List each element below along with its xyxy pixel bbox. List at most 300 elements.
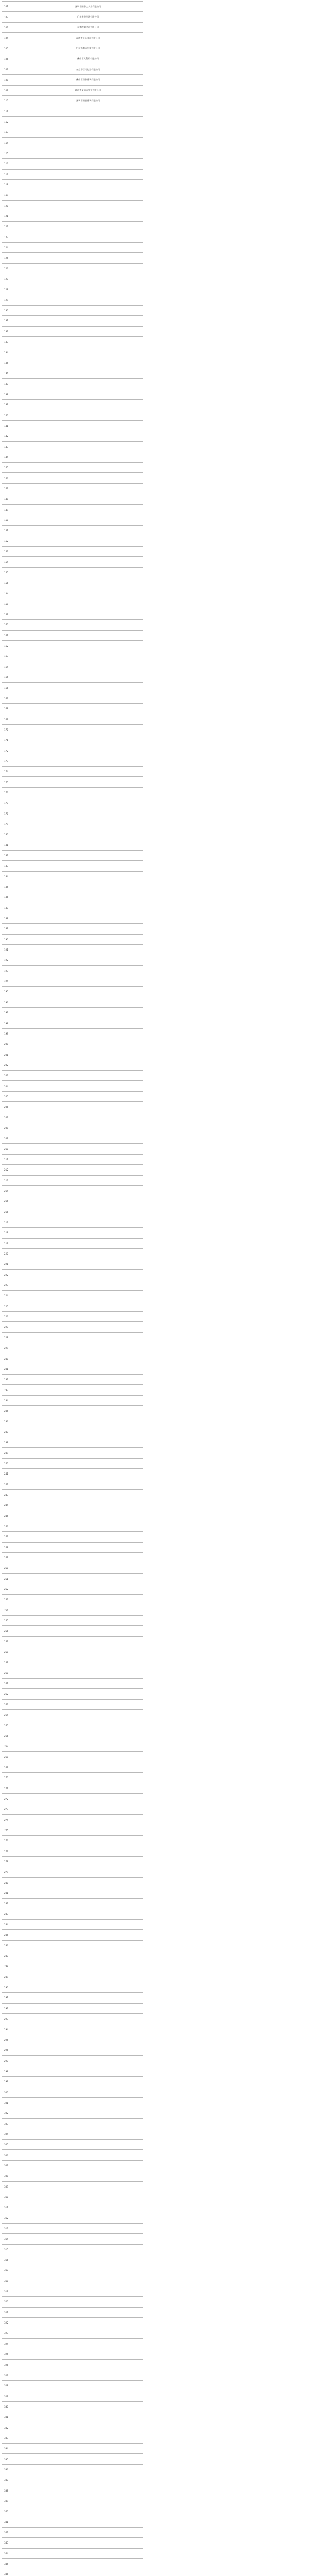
row-number: 323 [2,2328,33,2338]
table-row [2,2192,143,2202]
table-row [2,1112,143,1123]
row-number: 136 [2,368,33,379]
row-number: 204 [2,1081,33,1091]
table-row [2,243,143,253]
row-number: 244 [2,1500,33,1511]
table-row [2,1102,143,1112]
company-name [33,1301,143,1312]
row-number: 174 [2,767,33,777]
table-row [2,2014,143,2024]
company-name [33,148,143,159]
company-name [33,777,143,787]
table-row [2,410,143,420]
row-number: 205 [2,1092,33,1102]
company-name [33,1112,143,1123]
company-name [33,2004,143,2014]
company-name [33,1133,143,1144]
table-row [2,1228,143,1238]
row-number: 188 [2,913,33,924]
table-row [2,2339,143,2349]
table-row [2,2381,143,2391]
company-name [33,1322,143,1332]
table-row [2,2182,143,2192]
row-number: 167 [2,693,33,704]
row-number: 345 [2,2559,33,2569]
company-name [33,1762,143,1773]
company-name [33,851,143,861]
company-name [33,651,143,662]
company-name [33,1794,143,1804]
row-number: 231 [2,1364,33,1375]
company-name [33,735,143,745]
company-name: 深圳市恒隆建筑有限公司 [33,33,143,43]
company-name [33,913,143,924]
company-name [33,2360,143,2370]
company-name [33,2475,143,2485]
row-number: 223 [2,1280,33,1291]
company-name [33,1396,143,1406]
table-row [2,1249,143,1259]
table-row [2,892,143,903]
row-number: 313 [2,2224,33,2234]
company-name [33,2077,143,2087]
row-number: 104 [2,33,33,43]
table-row [2,306,143,316]
table-row [2,2202,143,2213]
company-name [33,924,143,934]
table-row [2,2433,143,2444]
row-number: 209 [2,1133,33,1144]
row-number: 241 [2,1469,33,1479]
row-number: 177 [2,798,33,808]
table-row [2,1668,143,1679]
table-row [2,1353,143,1364]
row-number: 173 [2,756,33,767]
row-number: 123 [2,232,33,243]
row-number: 141 [2,421,33,431]
row-number: 103 [2,23,33,33]
table-row [2,924,143,934]
row-number: 275 [2,1825,33,1836]
table-row [2,777,143,787]
row-number: 163 [2,651,33,662]
row-number: 119 [2,190,33,200]
row-number: 284 [2,1920,33,1930]
table-row [2,808,143,819]
row-number: 312 [2,2213,33,2224]
row-number: 162 [2,641,33,651]
company-name [33,170,143,180]
company-name [33,568,143,578]
table-row [2,170,143,180]
table-row [2,1060,143,1071]
row-number: 340 [2,2506,33,2517]
company-name [33,2559,143,2569]
table-row [2,2422,143,2433]
company-name [33,274,143,284]
company-name [33,2381,143,2391]
row-number: 217 [2,1217,33,1228]
row-number: 335 [2,2454,33,2464]
company-name [33,463,143,473]
company-name [33,1353,143,1364]
table-row [2,2087,143,2097]
row-number: 300 [2,2087,33,2097]
company-name: 深圳市国泰达实业有限公司 [33,2,143,12]
table-row [2,1018,143,1028]
table-row [2,2297,143,2307]
table-row [2,379,143,389]
company-name [33,2202,143,2213]
table-row [2,2098,143,2108]
table-row [2,1563,143,1573]
company-name [33,1343,143,1353]
row-number: 120 [2,201,33,211]
row-number: 139 [2,400,33,410]
row-number: 317 [2,2265,33,2276]
table-row [2,23,143,33]
table-row [2,337,143,347]
table-row [2,1196,143,1207]
company-name [33,2308,143,2318]
table-row [2,400,143,410]
company-name: 东莞的朗建筑有限公司 [33,23,143,33]
table-row [2,1647,143,1657]
row-number: 225 [2,1301,33,1312]
company-name [33,2024,143,2035]
company-name [33,1029,143,1039]
row-number: 251 [2,1574,33,1584]
table-row [2,1396,143,1406]
row-number: 276 [2,1836,33,1846]
row-number: 176 [2,788,33,798]
row-number: 336 [2,2465,33,2475]
row-number: 208 [2,1123,33,1133]
company-name [33,1039,143,1049]
row-number: 193 [2,966,33,976]
row-number: 182 [2,851,33,861]
table-row [2,1375,143,1385]
row-number: 324 [2,2339,33,2349]
table-row [2,2318,143,2328]
row-number: 295 [2,2035,33,2045]
table-row [2,840,143,851]
table-row [2,180,143,190]
row-number: 249 [2,1553,33,1563]
row-number: 304 [2,2129,33,2140]
company-name [33,1920,143,1930]
row-number: 308 [2,2171,33,2181]
table-row [2,704,143,714]
row-number: 239 [2,1448,33,1458]
row-number: 224 [2,1291,33,1301]
table-row [2,2496,143,2506]
row-number: 194 [2,976,33,987]
row-number: 166 [2,683,33,693]
row-number: 216 [2,1207,33,1217]
table-row [2,43,143,54]
row-number: 113 [2,127,33,138]
table-row [2,64,143,75]
company-name [33,1092,143,1102]
table-row [2,2213,143,2224]
table-row [2,2004,143,2014]
company-name [33,2444,143,2454]
table-row [2,1657,143,1668]
company-name [33,955,143,965]
company-name [33,2119,143,2129]
company-name [33,935,143,945]
row-number: 262 [2,1689,33,1699]
company-name [33,505,143,515]
company-name [33,243,143,253]
table-row [2,829,143,840]
table-row [2,745,143,756]
table-row [2,662,143,672]
company-name [33,2108,143,2119]
row-number: 219 [2,1239,33,1249]
table-row [2,442,143,452]
row-number: 111 [2,106,33,116]
table-row [2,431,143,442]
company-name [33,662,143,672]
company-name [33,1270,143,1280]
table-row [2,1752,143,1762]
table-row [2,672,143,683]
company-name [33,1060,143,1071]
company-name [33,1783,143,1793]
row-number: 294 [2,2024,33,2035]
company-name [33,1364,143,1375]
row-number: 195 [2,987,33,997]
company-name [33,2171,143,2181]
row-number: 157 [2,588,33,599]
table-row [2,1773,143,1783]
company-name [33,295,143,306]
table-row [2,515,143,526]
company-name [33,442,143,452]
table-row [2,138,143,148]
row-number: 332 [2,2422,33,2433]
row-number: 140 [2,410,33,420]
table-row [2,1626,143,1636]
company-name [33,683,143,693]
table-row [2,117,143,127]
company-name [33,2286,143,2297]
row-number: 145 [2,463,33,473]
company-name [33,1333,143,1343]
company-name [33,1878,143,1888]
row-number: 248 [2,1543,33,1553]
table-row [2,735,143,745]
table-row [2,756,143,767]
row-number: 144 [2,452,33,463]
row-number: 287 [2,1951,33,1961]
company-name [33,1857,143,1867]
row-number: 343 [2,2538,33,2548]
company-name [33,966,143,976]
table-row [2,851,143,861]
company-name [33,526,143,536]
company-name: 东莞市旺兴电器有限公司 [33,64,143,75]
row-number: 185 [2,882,33,892]
row-number: 233 [2,1385,33,1395]
table-row [2,945,143,955]
company-name [33,547,143,557]
table-row [2,1511,143,1521]
table-row [2,484,143,494]
row-number: 299 [2,2077,33,2087]
company-name [33,2297,143,2307]
row-number: 169 [2,714,33,724]
table-row [2,1857,143,1867]
row-number: 228 [2,1333,33,1343]
table-row [2,1930,143,1940]
company-name [33,1972,143,1982]
company-name [33,1385,143,1395]
table-row [2,599,143,609]
company-name [33,2549,143,2559]
row-number: 171 [2,735,33,745]
table-row [2,2370,143,2381]
table-row [2,1543,143,1553]
row-number: 341 [2,2517,33,2528]
table-row [2,578,143,588]
table-row [2,1700,143,1710]
table-row [2,2150,143,2160]
company-name [33,714,143,724]
company-name [33,1752,143,1762]
row-number: 121 [2,211,33,222]
company-name [33,1584,143,1595]
company-name [33,1155,143,1165]
row-number: 290 [2,1982,33,1993]
row-number: 230 [2,1353,33,1364]
table-row [2,1815,143,1825]
company-name: 珠海市盈信达实业有限公司 [33,86,143,96]
row-number: 150 [2,515,33,526]
table-row [2,1637,143,1647]
company-name [33,2056,143,2066]
row-number: 192 [2,955,33,965]
company-name [33,2213,143,2224]
company-name [33,1626,143,1636]
row-number: 296 [2,2045,33,2056]
company-name [33,1982,143,1993]
row-number: 315 [2,2245,33,2255]
row-number: 115 [2,148,33,159]
row-number: 107 [2,64,33,75]
company-name [33,2265,143,2276]
table-row [2,75,143,85]
row-number: 184 [2,872,33,882]
table-row [2,2465,143,2475]
company-name [33,180,143,190]
row-number: 342 [2,2528,33,2538]
row-number: 122 [2,222,33,232]
row-number: 146 [2,473,33,483]
company-name [33,117,143,127]
company-name: 佛山市贝利特有限公司 [33,54,143,64]
table-row [2,568,143,578]
company-name [33,861,143,871]
row-number: 269 [2,1762,33,1773]
row-number: 328 [2,2381,33,2391]
table-row [2,12,143,22]
row-number: 243 [2,1490,33,1500]
row-number: 147 [2,484,33,494]
table-row [2,1469,143,1479]
company-name: 广东景隆建筑有限公司 [33,12,143,22]
company-name [33,840,143,851]
table-row [2,1071,143,1081]
row-number: 306 [2,2150,33,2160]
company-name [33,2150,143,2160]
table-row [2,683,143,693]
company-name [33,1867,143,1877]
table-row [2,1878,143,1888]
table-row [2,2559,143,2569]
table-row [2,557,143,567]
row-number: 161 [2,631,33,641]
row-number: 129 [2,295,33,306]
row-number: 156 [2,578,33,588]
company-name [33,536,143,547]
company-name [33,1888,143,1899]
company-name [33,2045,143,2056]
table-row [2,1574,143,1584]
row-number: 207 [2,1112,33,1123]
table-row [2,1595,143,1605]
row-number: 151 [2,526,33,536]
row-number: 283 [2,1909,33,1920]
company-name [33,494,143,504]
row-number: 172 [2,745,33,756]
row-number: 134 [2,347,33,358]
company-name [33,264,143,274]
row-number: 112 [2,117,33,127]
company-name [33,1689,143,1699]
row-number: 245 [2,1511,33,1521]
row-number: 165 [2,672,33,683]
table-row [2,2308,143,2318]
company-name [33,1312,143,1322]
company-name [33,1679,143,1689]
table-row [2,1951,143,1961]
row-number: 125 [2,253,33,263]
company-name [33,2485,143,2496]
row-number: 292 [2,2004,33,2014]
row-number: 327 [2,2370,33,2381]
row-number: 186 [2,892,33,903]
table-row [2,620,143,630]
table-row [2,159,143,169]
table-row [2,2517,143,2528]
row-number: 259 [2,1657,33,1668]
company-name [33,1049,143,1060]
table-row [2,473,143,483]
company-name [33,1668,143,1679]
row-number: 160 [2,620,33,630]
company-name [33,704,143,714]
row-number: 201 [2,1049,33,1060]
row-number: 130 [2,306,33,316]
table-row [2,651,143,662]
row-number: 226 [2,1312,33,1322]
company-name [33,2433,143,2444]
table-row [2,358,143,368]
company-name [33,368,143,379]
